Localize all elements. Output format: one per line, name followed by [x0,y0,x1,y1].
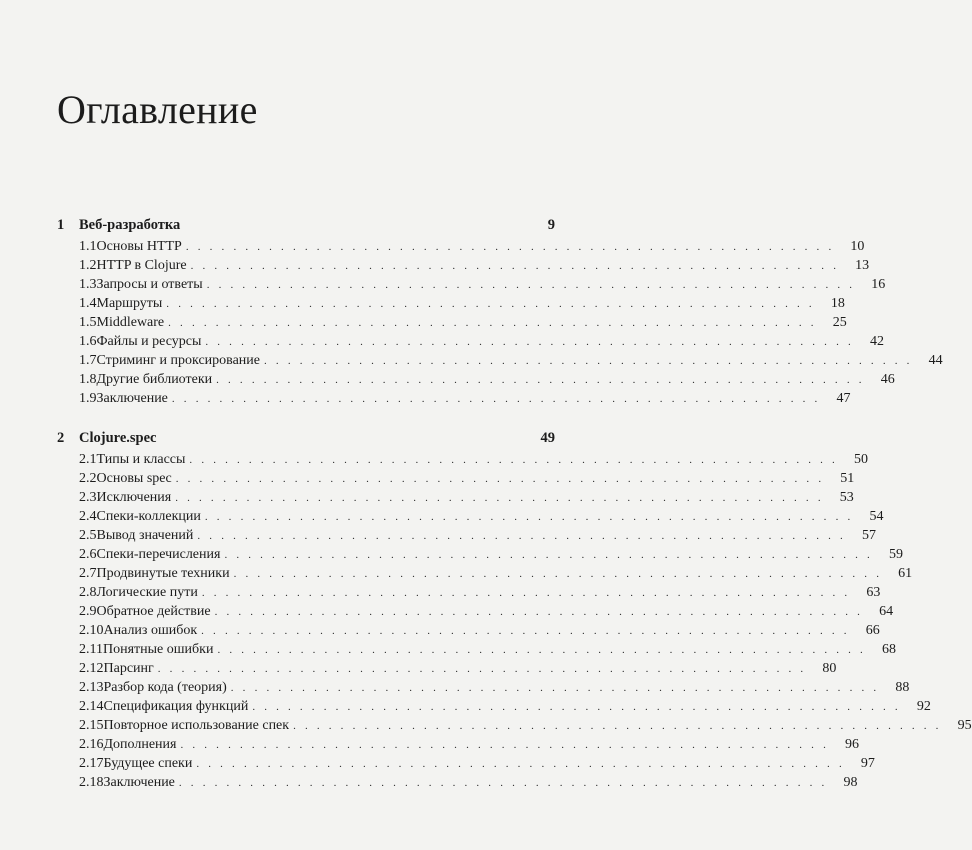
section-page-number: 25 [832,315,847,330]
dot-leader: . . . . . . . . . . . . . . . . . . . . . . . . . . . . . . . . . . . . . . . . . . . . . . . . . . . . . . . [178,777,828,789]
section-title: HTTP в Clojure [96,258,187,273]
section-number: 1.3 [79,277,97,292]
section-number: 1.9 [79,391,97,406]
section-number: 1.4 [79,296,97,311]
section-page-number: 64 [879,604,894,619]
section-entry[interactable] [57,697,931,716]
section-title: Парсинг [103,661,154,676]
section-page-number: 80 [822,661,837,676]
section-title: Основы spec [96,471,172,486]
dot-leader: . . . . . . . . . . . . . . . . . . . . . . . . . . . . . . . . . . . . . . . . . . . . . . . . . . . . . . . [189,454,838,466]
section-title: Заключение [96,391,168,406]
section-title: Повторное использование спек [103,718,290,733]
section-title: Файлы и ресурсы [96,334,202,349]
section-number: 2.9 [79,604,97,619]
section-entry[interactable] [57,659,837,678]
dot-leader: . . . . . . . . . . . . . . . . . . . . . . . . . . . . . . . . . . . . . . . . . . . . . . . . . . . . . . . [201,587,851,599]
section-entry[interactable] [57,754,875,773]
section-entry[interactable] [57,351,943,370]
section-number: 2.10 [79,623,104,638]
chapter-page-number: 49 [540,430,555,446]
section-number: 2.2 [79,471,97,486]
dot-leader: . . . . . . . . . . . . . . . . . . . . . . . . . . . . . . . . . . . . . . . . . . . . . . . . . . . . . . . [224,549,874,561]
section-entry[interactable] [57,678,910,697]
section-entry[interactable] [57,507,884,526]
dot-leader: . . . . . . . . . . . . . . . . . . . . . . . . . . . . . . . . . . . . . . . . . . . . . . . . . . . . . . . [180,739,830,751]
section-page-number: 16 [871,277,886,292]
section-title: Спеки-коллекции [96,509,201,524]
section-title: Middleware [96,315,165,330]
dot-leader: . . . . . . . . . . . . . . . . . . . . . . . . . . . . . . . . . . . . . . . . . . . . . . . . . . . . . . . [190,260,840,272]
dot-leader: . . . . . . . . . . . . . . . . . . . . . . . . . . . . . . . . . . . . . . . . . . . . . . . . . . . . . . . [293,720,942,732]
section-title: Будущее спеки [103,756,193,771]
dot-leader: . . . . . . . . . . . . . . . . . . . . . . . . . . . . . . . . . . . . . . . . . . . . . . . . . . . . . . . [171,393,821,405]
section-page-number: 42 [869,334,884,349]
dot-leader: . . . . . . . . . . . . . . . . . . . . . . . . . . . . . . . . . . . . . . . . . . . . . . . . . . . . . . . [252,701,901,713]
section-number: 1.8 [79,372,97,387]
section-entry[interactable] [57,469,855,488]
section-entry[interactable] [57,602,894,621]
section-page-number: 57 [861,528,876,543]
section-number: 2.11 [79,642,103,657]
dot-leader: . . . . . . . . . . . . . . . . . . . . . . . . . . . . . . . . . . . . . . . . . . . . . . . . . . . . . . . [264,355,913,367]
section-title: Маршруты [96,296,163,311]
section-number: 1.7 [79,353,97,368]
section-page-number: 68 [882,642,897,657]
section-entry[interactable] [57,389,851,408]
section-number: 2.4 [79,509,97,524]
section-title: Типы и классы [96,452,186,467]
chapter-entry[interactable] [57,426,555,450]
dot-leader: . . . . . . . . . . . . . . . . . . . . . . . . . . . . . . . . . . . . . . . . . . . . . . . . . . . . . . . [204,511,854,523]
dot-leader: . . . . . . . . . . . . . . . . . . . . . . . . . . . . . . . . . . . . . . . . . . . . . . . . . . . . . . . [206,279,856,291]
section-entry[interactable] [57,735,860,754]
section-entry[interactable] [57,332,884,351]
chapter-title: Clojure.spec [79,430,157,446]
section-entry[interactable] [57,294,845,313]
section-number: 1.2 [79,258,97,273]
section-entry[interactable] [57,488,854,507]
chapter-entry[interactable] [57,213,555,237]
page-title: Оглавление [57,87,258,132]
toc-chapter [57,213,943,408]
chapter-page-number: 9 [547,217,555,233]
dot-leader: . . . . . . . . . . . . . . . . . . . . . . . . . . . . . . . . . . . . . . . . . . . . . . . . . . . . . . . [216,374,865,386]
section-page-number: 97 [860,756,875,771]
section-page-number: 10 [850,239,865,254]
dot-leader: . . . . . . . . . . . . . . . . . . . . . . . . . . . . . . . . . . . . . . . . . . . . . . . . . . . . . . . [201,625,850,637]
section-page-number: 88 [895,680,910,695]
section-entry[interactable] [57,716,972,735]
section-entry[interactable] [57,564,913,583]
section-entry[interactable] [57,256,870,275]
section-title: Дополнения [103,737,177,752]
section-page-number: 46 [880,372,895,387]
section-number: 2.16 [79,737,104,752]
section-page-number: 54 [869,509,884,524]
section-title: Продвинутые техники [96,566,230,581]
section-page-number: 95 [957,718,972,733]
section-title: Обратное действие [96,604,211,619]
dot-leader: . . . . . . . . . . . . . . . . . . . . . . . . . . . . . . . . . . . . . . . . . . . . . . . . . . . . . . . [157,663,807,675]
chapter-number: 2 [57,430,65,446]
section-entry[interactable] [57,526,876,545]
section-title: Другие библиотеки [96,372,213,387]
section-number: 2.8 [79,585,97,600]
section-title: Исключения [96,490,172,505]
dot-leader: . . . . . . . . . . . . . . . . . . . . . . . . . . . . . . . . . . . . . . . . . . . . . . . . . . . . . . . [205,336,854,348]
chapter-number: 1 [57,217,65,233]
section-entry[interactable] [57,450,868,469]
section-entry[interactable] [57,370,895,389]
dot-leader: . . . . . . . . . . . . . . . . . . . . . . . . . . . . . . . . . . . . . . . . . . . . . . . . . . . . . . . [197,530,846,542]
section-title: Запросы и ответы [96,277,203,292]
chapter-title: Веб-разработка [79,217,181,233]
section-number: 2.14 [79,699,104,714]
section-entry[interactable] [57,621,880,640]
section-entry[interactable] [57,773,858,792]
section-title: Основы HTTP [96,239,182,254]
section-page-number: 96 [845,737,860,752]
dot-leader: . . . . . . . . . . . . . . . . . . . . . . . . . . . . . . . . . . . . . . . . . . . . . . . . . . . . . . . [230,682,880,694]
section-number: 2.15 [79,718,104,733]
section-entry[interactable] [57,313,847,332]
section-entry[interactable] [57,545,904,564]
section-page-number: 53 [839,490,854,505]
section-page-number: 61 [898,566,913,581]
section-title: Вывод значений [96,528,194,543]
section-entry[interactable] [57,237,865,256]
section-page-number: 18 [830,296,845,311]
section-entry[interactable] [57,275,886,294]
section-number: 2.17 [79,756,104,771]
section-title: Спеки-перечисления [96,547,221,562]
dot-leader: . . . . . . . . . . . . . . . . . . . . . . . . . . . . . . . . . . . . . . . . . . . . . . . . . . . . . . . [217,644,867,656]
section-number: 1.1 [79,239,97,254]
section-number: 2.7 [79,566,97,581]
dot-leader: . . . . . . . . . . . . . . . . . . . . . . . . . . . . . . . . . . . . . . . . . . . . . . . . . . . . . . . [168,317,817,329]
section-title: Заключение [103,775,175,790]
section-entry[interactable] [57,583,881,602]
toc-chapter [57,426,972,792]
section-title: Понятные ошибки [102,642,214,657]
section-title: Анализ ошибок [103,623,198,638]
section-entry[interactable] [57,640,897,659]
dot-leader: . . . . . . . . . . . . . . . . . . . . . . . . . . . . . . . . . . . . . . . . . . . . . . . . . . . . . . . [233,568,883,580]
table-of-contents [57,213,972,810]
section-number: 2.3 [79,490,97,505]
section-page-number: 66 [865,623,880,638]
section-title: Стриминг и проксирование [96,353,261,368]
dot-leader: . . . . . . . . . . . . . . . . . . . . . . . . . . . . . . . . . . . . . . . . . . . . . . . . . . . . . . . [214,606,864,618]
dot-leader: . . . . . . . . . . . . . . . . . . . . . . . . . . . . . . . . . . . . . . . . . . . . . . . . . . . . . . . [185,241,835,253]
section-number: 2.5 [79,528,97,543]
section-title: Разбор кода (теория) [103,680,227,695]
section-page-number: 50 [853,452,868,467]
section-number: 2.13 [79,680,104,695]
section-page-number: 44 [928,353,943,368]
section-number: 2.1 [79,452,97,467]
section-title: Логические пути [96,585,198,600]
section-page-number: 51 [840,471,855,486]
section-number: 1.5 [79,315,97,330]
dot-leader: . . . . . . . . . . . . . . . . . . . . . . . . . . . . . . . . . . . . . . . . . . . . . . . . . . . . . . . [175,492,824,504]
dot-leader: . . . . . . . . . . . . . . . . . . . . . . . . . . . . . . . . . . . . . . . . . . . . . . . . . . . . . . . [196,758,845,770]
section-page-number: 92 [916,699,931,714]
section-title: Спецификация функций [103,699,249,714]
section-number: 2.18 [79,775,104,790]
section-number: 1.6 [79,334,97,349]
section-page-number: 63 [866,585,881,600]
section-number: 2.6 [79,547,97,562]
section-page-number: 98 [843,775,858,790]
dot-leader: . . . . . . . . . . . . . . . . . . . . . . . . . . . . . . . . . . . . . . . . . . . . . . . . . . . . . . . [166,298,815,310]
section-page-number: 13 [855,258,870,273]
section-number: 2.12 [79,661,104,676]
section-page-number: 47 [836,391,851,406]
dot-leader: . . . . . . . . . . . . . . . . . . . . . . . . . . . . . . . . . . . . . . . . . . . . . . . . . . . . . . . [175,473,825,485]
section-page-number: 59 [889,547,904,562]
